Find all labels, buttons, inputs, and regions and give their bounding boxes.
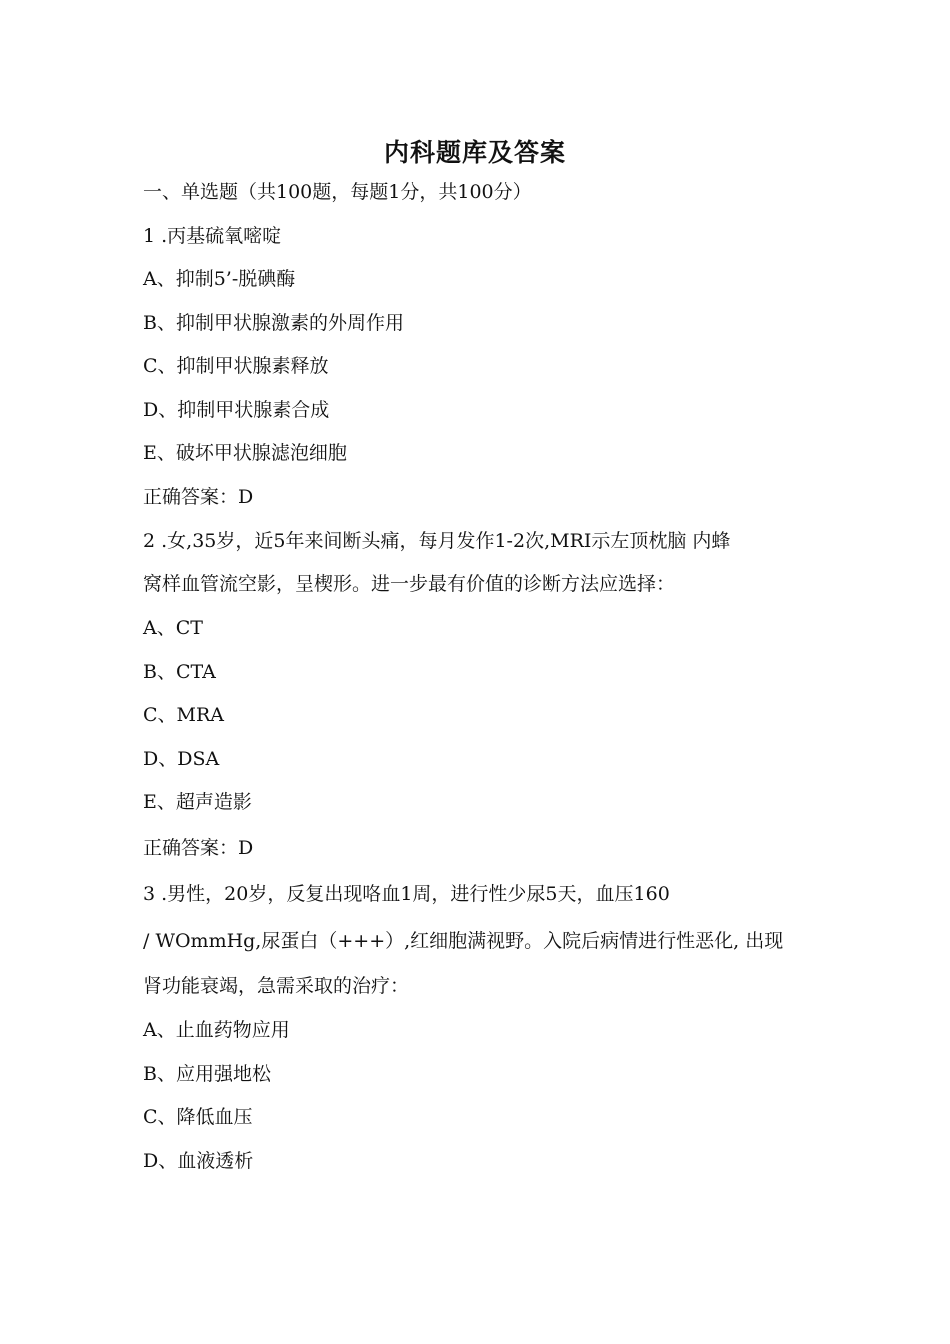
question-2-option-a: A、CT [143, 617, 203, 639]
question-3-option-b: B、应用强地松 [143, 1063, 271, 1085]
question-1-answer: 正确答案：D [143, 486, 254, 508]
question-1-option-d: D、抑制甲状腺素合成 [143, 399, 330, 421]
question-3-stem-line-2: / WOmmHg,尿蛋白（+++）,红细胞满视野。入院后病情进行性恶化, 出现 [143, 930, 784, 952]
question-1-stem: 1 .丙基硫氧嘧啶 [143, 225, 282, 247]
question-1-option-c: C、抑制甲状腺素释放 [143, 355, 329, 377]
question-3-stem-line-1: 3 .男性，20岁，反复出现咯血1周，进行性少尿5天，血压160 [143, 883, 670, 905]
question-1-option-e: E、破坏甲状腺滤泡细胞 [143, 442, 347, 464]
question-2-stem-line-2: 窝样血管流空影，呈楔形。进一步最有价值的诊断方法应选择： [143, 573, 676, 595]
question-2-stem-line-1: 2 .女,35岁，近5年来间断头痛，每月发作1-2次,MRI示左顶枕脑 内蜂 [143, 530, 731, 552]
question-2-option-d: D、DSA [143, 748, 220, 770]
question-3-option-d: D、血液透析 [143, 1150, 254, 1172]
question-3-stem-line-3: 肾功能衰竭，急需采取的治疗： [143, 975, 410, 997]
question-2-answer: 正确答案：D [143, 837, 254, 859]
question-1-option-b: B、抑制甲状腺激素的外周作用 [143, 312, 404, 334]
question-2-option-b: B、CTA [143, 661, 216, 683]
question-2-option-c: C、MRA [143, 704, 225, 726]
question-1-option-a: A、抑制5’-脱碘酶 [143, 268, 296, 290]
document-title: 内科题库及答案 [383, 138, 566, 167]
question-3-option-a: A、止血药物应用 [143, 1019, 290, 1041]
question-2-option-e: E、超声造影 [143, 791, 252, 813]
question-3-option-c: C、降低血压 [143, 1106, 253, 1128]
section-heading: 一、单选题（共100题，每题1分，共100分） [143, 181, 532, 203]
